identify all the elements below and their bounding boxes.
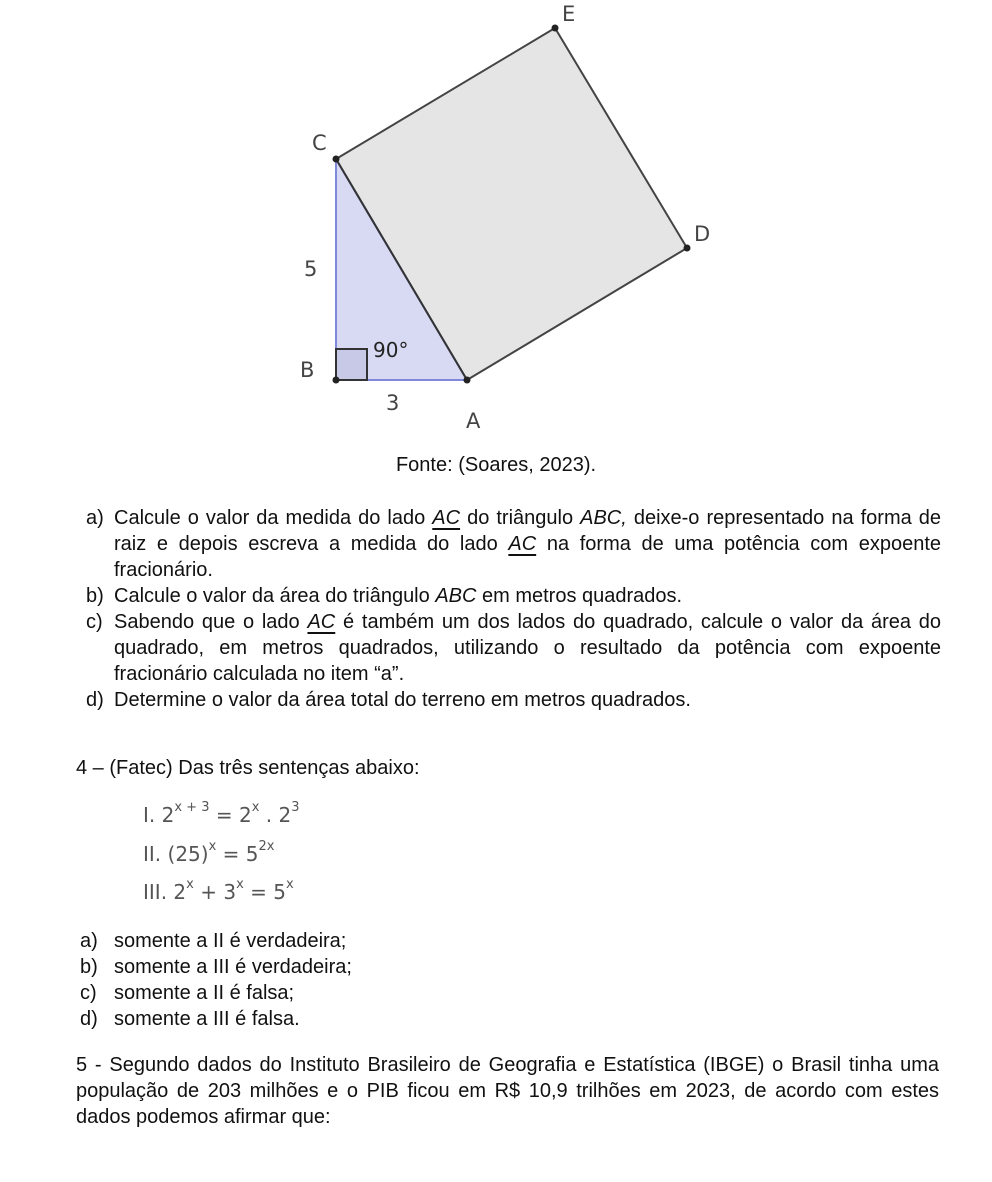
- vertex-point-c: [333, 156, 340, 163]
- question3-item-b: [86, 583, 941, 609]
- vertex-point-d: [684, 245, 691, 252]
- right-angle-marker: [336, 349, 367, 380]
- question3-items: [86, 505, 941, 713]
- segment-ac: AC: [307, 611, 336, 633]
- question3-item-a: [86, 505, 941, 583]
- statement-iii: III. $2^x + 3^x = 5^x$: [143, 877, 294, 904]
- question4-title: 4 – (Fatec) Das três sentenças abaixo:: [76, 757, 420, 779]
- item-label: c): [86, 611, 103, 633]
- option-d: d) somente a III é falsa.: [80, 1008, 300, 1030]
- vertex-point-b: [333, 377, 340, 384]
- vertex-label-e: E: [562, 2, 576, 26]
- figure-caption: Fonte: (Soares, 2023).: [395, 454, 597, 476]
- side-label-bc: 5: [304, 257, 318, 281]
- vertex-label-d: D: [694, 222, 711, 246]
- item-text: Calcule o valor da medida do lado AC do triângulo ABC, deixe-o representado na forma de raiz e depois escreva a medida do lado AC na forma de uma potência com expoente fracionário.: [114, 507, 942, 581]
- vertex-label-b: B: [300, 358, 315, 382]
- vertex-label-c: C: [312, 131, 327, 155]
- item-label: d): [86, 689, 104, 711]
- vertex-label-a: A: [466, 409, 481, 433]
- question3-item-c: [86, 609, 941, 687]
- question4-options: [80, 928, 352, 1032]
- item-label: b): [86, 585, 104, 607]
- segment-ac: AC: [508, 533, 537, 555]
- geometry-figure: [0, 0, 992, 450]
- question3-item-d: [86, 687, 941, 713]
- question5-text: 5 - Segundo dados do Instituto Brasileiro de Geografia e Estatística (IBGE) o Brasil tinha uma população de 203 milhões e o PIB ficou em R$ 10,9 trilhões em 2023, de acordo com estes dados podemos afirmar que:: [76, 1054, 939, 1128]
- statement-i: I. $2^{x + 3} = 2^x$ . $2^3$: [143, 800, 300, 827]
- item-text: Sabendo que o lado AC é também um dos lados do quadrado, calcule o valor da área do quadrado, em metros quadrados, utilizando o resultado da potência com expoente fracionário calculada no item “a”.: [114, 611, 941, 685]
- item-text: Calcule o valor da área do triângulo ABC em metros quadrados.: [114, 585, 683, 607]
- vertex-point-e: [552, 25, 559, 32]
- item-text: Determine o valor da área total do terreno em metros quadrados.: [114, 689, 691, 711]
- option-c: c) somente a II é falsa;: [80, 982, 295, 1004]
- side-label-ba: 3: [386, 391, 400, 415]
- option-b: b) somente a III é verdadeira;: [80, 956, 352, 978]
- statement-ii: II. $(25)^x = 5^{2x}$: [143, 839, 275, 866]
- segment-ac: AC: [432, 507, 461, 529]
- angle-label: 90°: [373, 338, 409, 362]
- item-label: a): [86, 507, 104, 529]
- vertex-point-a: [464, 377, 471, 384]
- option-a: a) somente a II é verdadeira;: [80, 930, 347, 952]
